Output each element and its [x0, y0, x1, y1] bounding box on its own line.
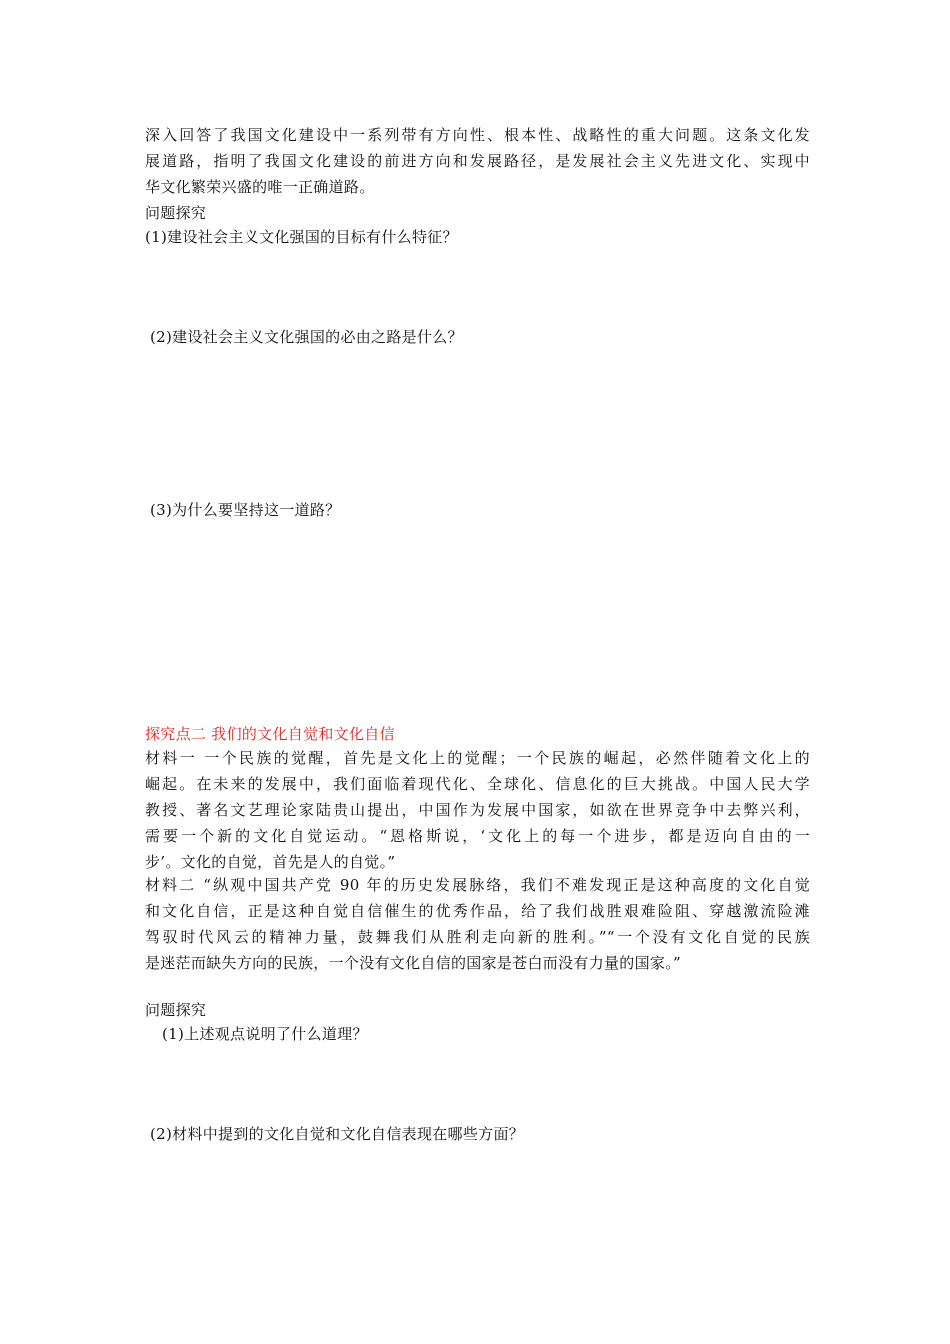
material2-line-4: 是迷茫而缺失方向的民族，一个没有文化自信的国家是苍白而没有力量的国家。”: [145, 954, 681, 972]
section1-label: 问题探究: [145, 204, 207, 222]
material1-line-1: 材料一 一个民族的觉醒，首先是文化上的觉醒；一个民族的崛起，必然伴随着文化上的: [145, 749, 810, 767]
section1-question-3: (3)为什么要坚持这一道路？: [150, 501, 341, 519]
section2-question-1: (1)上述观点说明了什么道理？: [162, 1025, 368, 1043]
section2-question-2: (2)材料中提到的文化自觉和文化自信表现在哪些方面？: [150, 1125, 525, 1143]
material1-line-4: 需要一个新的文化自觉运动。“恩格斯说，‘文化上的每一个进步，都是迈向自由的一: [145, 827, 810, 845]
section2-label: 问题探究: [145, 1001, 207, 1019]
intro-line-2: 展道路，指明了我国文化建设的前进方向和发展路径，是发展社会主义先进文化、实现中: [145, 152, 810, 170]
material1-line-5: 步’。文化的自觉，首先是人的自觉。”: [145, 853, 396, 871]
material1-line-2: 崛起。在未来的发展中，我们面临着现代化、全球化、信息化的巨大挑战。中国人民大学: [145, 775, 810, 793]
intro-line-3: 华文化繁荣兴盛的唯一正确道路。: [145, 178, 375, 196]
material2-line-2: 和文化自信，正是这种自觉自信催生的优秀作品，给了我们战胜艰难险阻、穿越激流险滩: [145, 902, 810, 920]
material2-line-1: 材料二 “纵观中国共产党 90 年的历史发展脉络，我们不难发现正是这种高度的文化自觉: [145, 876, 810, 894]
intro-line-1: 深入回答了我国文化建设中一系列带有方向性、根本性、战略性的重大问题。这条文化发: [145, 126, 810, 144]
section2-title: 探究点二 我们的文化自觉和文化自信: [145, 725, 395, 743]
material2-line-3: 驾驭时代风云的精神力量，鼓舞我们从胜利走向新的胜利。”“一个没有文化自觉的民族: [145, 928, 810, 946]
section1-question-1: (1)建设社会主义文化强国的目标有什么特征？: [145, 228, 458, 246]
section1-question-2: (2)建设社会主义文化强国的必由之路是什么？: [150, 328, 463, 346]
material1-line-3: 教授、著名文艺理论家陆贵山提出，中国作为发展中国家，如欲在世界竞争中去弊兴利，: [145, 801, 810, 819]
